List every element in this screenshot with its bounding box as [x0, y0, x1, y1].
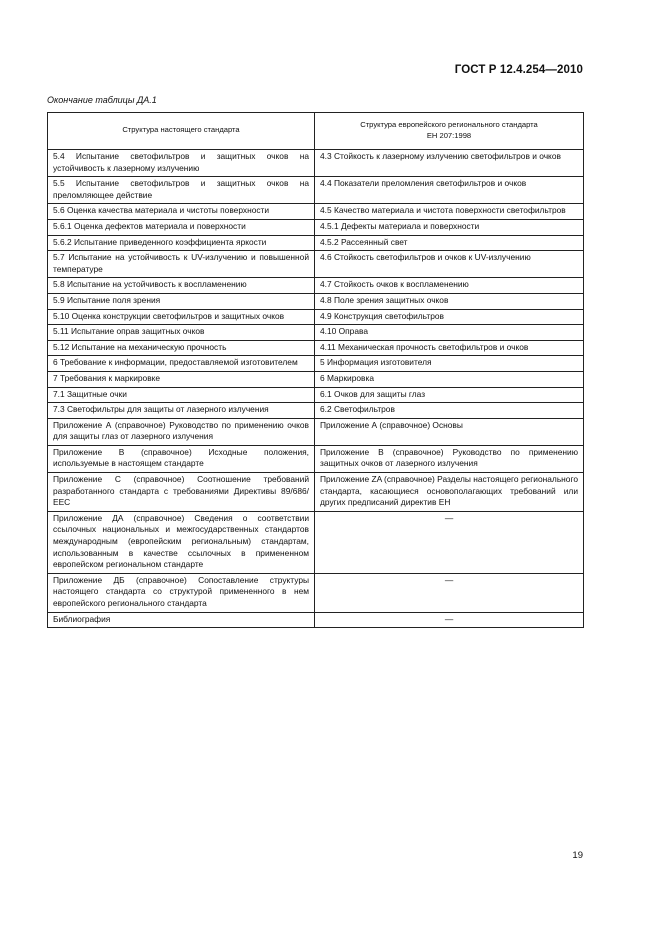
- table-row: [48, 177, 584, 204]
- table-row: [48, 612, 584, 628]
- table-row: [48, 150, 584, 177]
- cell-national-section: 7.3 Светофильтры для защиты от лазерного излучения: [48, 403, 315, 419]
- table-row: [48, 325, 584, 341]
- column-header-european-line2: ЕН 207:1998: [426, 130, 472, 140]
- cell-national-section: 5.8 Испытание на устойчивость к воспламенению: [48, 278, 315, 294]
- document-code: ГОСТ Р 12.4.254—2010: [454, 64, 583, 76]
- table-row: [48, 293, 584, 309]
- table-row: [48, 445, 584, 472]
- table-row: [48, 278, 584, 294]
- cell-european-section: 6 Маркировка: [315, 371, 584, 387]
- cell-european-section: 4.11 Механическая прочность светофильтров и очков: [315, 340, 584, 356]
- cell-european-section: 4.5.1 Дефекты материала и поверхности: [315, 219, 584, 235]
- cell-european-section: 4.8 Поле зрения защитных очков: [315, 293, 584, 309]
- cell-national-section: Приложение А (справочное) Руководство по применению очков для защиты глаз от лазерного излучения: [48, 418, 315, 445]
- cell-national-section: 5.6.2 Испытание приведенного коэффициента яркости: [48, 235, 315, 251]
- column-header-european-line1: Структура европейского регионального стандарта: [360, 120, 538, 129]
- table-row: [48, 235, 584, 251]
- cell-national-section: 5.11 Испытание оправ защитных очков: [48, 325, 315, 341]
- cell-european-section: 4.3 Стойкость к лазерному излучению светофильтров и очков: [315, 150, 584, 177]
- table-row: [48, 204, 584, 220]
- cell-european-section: —: [315, 511, 584, 573]
- cell-european-section: Приложение ZA (справочное) Разделы настоящего регионального стандарта, касающиеся основополагающих требований или других предписаний директив ЕН: [315, 473, 584, 512]
- table-caption: Окончание таблицы ДА.1: [47, 95, 157, 105]
- cell-european-section: Приложение В (справочное) Руководство по применению защитных очков от лазерного излучения: [315, 445, 584, 472]
- cell-national-section: 5.5 Испытание светофильтров и защитных очков на преломляющее действие: [48, 177, 315, 204]
- table-row: [48, 573, 584, 612]
- cell-european-section: 5 Информация изготовителя: [315, 356, 584, 372]
- table-row: [48, 371, 584, 387]
- cell-national-section: 7 Требования к маркировке: [48, 371, 315, 387]
- cell-national-section: 5.12 Испытание на механическую прочность: [48, 340, 315, 356]
- correspondence-table: [47, 112, 584, 628]
- table-row: [48, 418, 584, 445]
- cell-national-section: 6 Требование к информации, предоставляемой изготовителем: [48, 356, 315, 372]
- cell-national-section: 5.9 Испытание поля зрения: [48, 293, 315, 309]
- cell-european-section: 4.5.2 Рассеянный свет: [315, 235, 584, 251]
- cell-national-section: 7.1 Защитные очки: [48, 387, 315, 403]
- page-number: 19: [572, 850, 583, 861]
- cell-national-section: Приложение В (справочное) Исходные положения, используемые в настоящем стандарте: [48, 445, 315, 472]
- column-header-national: Структура настоящего стандарта: [48, 113, 315, 150]
- table-row: [48, 387, 584, 403]
- cell-european-section: Приложение А (справочное) Основы: [315, 418, 584, 445]
- table-row: [48, 403, 584, 419]
- cell-national-section: Библиография: [48, 612, 315, 628]
- table-row: [48, 511, 584, 573]
- column-header-european: [315, 113, 584, 150]
- cell-european-section: 6.1 Очков для защиты глаз: [315, 387, 584, 403]
- cell-european-section: 4.9 Конструкция светофильтров: [315, 309, 584, 325]
- cell-european-section: 4.5 Качество материала и чистота поверхности светофильтров: [315, 204, 584, 220]
- cell-national-section: Приложение ДБ (справочное) Сопоставление структуры настоящего стандарта со структурой примененного в нем европейского регионального стандарта: [48, 573, 315, 612]
- table-row: [48, 340, 584, 356]
- cell-national-section: Приложение ДА (справочное) Сведения о соответствии ссылочных национальных и межгосударственных стандартов международным (европейским региональным) стандартам, использованным в качестве ссылочных в примененном европейском региональном стандарте: [48, 511, 315, 573]
- table-row: [48, 309, 584, 325]
- cell-european-section: 4.10 Оправа: [315, 325, 584, 341]
- cell-national-section: 5.6.1 Оценка дефектов материала и поверхности: [48, 219, 315, 235]
- cell-european-section: 4.4 Показатели преломления светофильтров и очков: [315, 177, 584, 204]
- cell-national-section: 5.6 Оценка качества материала и чистоты поверхности: [48, 204, 315, 220]
- cell-national-section: 5.4 Испытание светофильтров и защитных очков на устойчивость к лазерному излучению: [48, 150, 315, 177]
- cell-european-section: 4.7 Стойкость очков к воспламенению: [315, 278, 584, 294]
- cell-european-section: —: [315, 612, 584, 628]
- table-row: [48, 251, 584, 278]
- cell-european-section: 6.2 Светофильтров: [315, 403, 584, 419]
- table-header-row: [48, 113, 584, 150]
- cell-national-section: 5.10 Оценка конструкции светофильтров и защитных очков: [48, 309, 315, 325]
- cell-european-section: 4.6 Стойкость светофильтров и очков к UV-излучению: [315, 251, 584, 278]
- table-row: [48, 473, 584, 512]
- cell-national-section: Приложение С (справочное) Соотношение требований разработанного стандарта с требованиями Директивы 89/686/ЕЕС: [48, 473, 315, 512]
- cell-national-section: 5.7 Испытание на устойчивость к UV-излучению и повышенной температуре: [48, 251, 315, 278]
- table-row: [48, 356, 584, 372]
- table-row: [48, 219, 584, 235]
- cell-european-section: —: [315, 573, 584, 612]
